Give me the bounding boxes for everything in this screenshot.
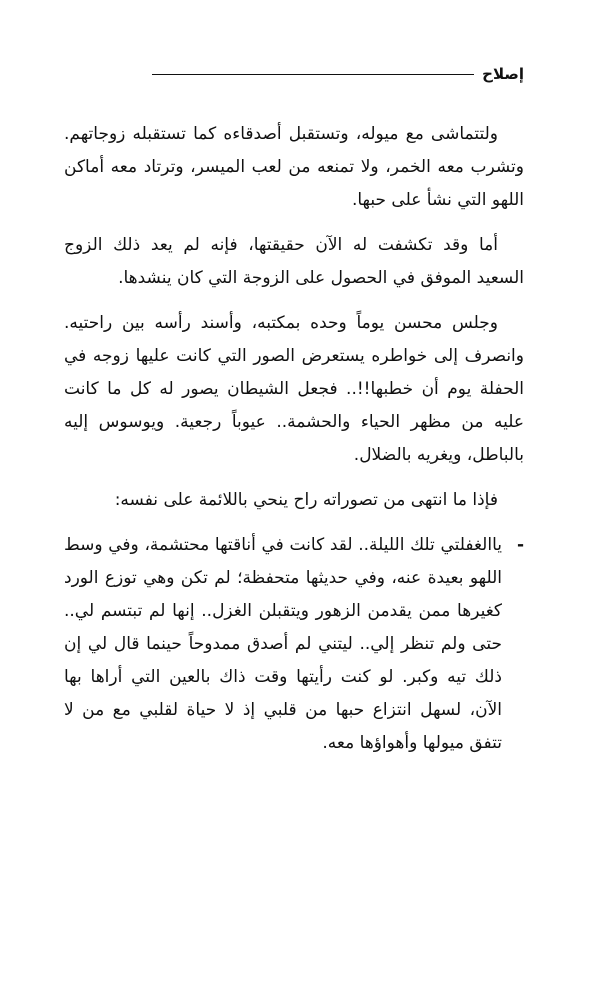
paragraph: ولتتماشى مع ميوله، وتستقبل أصدقاءه كما تستقبله زوجاتهم. وتشرب معه الخمر، ولا تمنعه من لعب الميسر، وترتاد معه أماكن اللهو التي نشأ على حبها. bbox=[64, 124, 524, 210]
header-rule bbox=[152, 74, 474, 75]
dialogue-paragraph bbox=[64, 529, 524, 760]
body-text bbox=[64, 118, 524, 772]
header-title: إصلاح bbox=[482, 65, 524, 83]
paragraph: فإذا ما انتهى من تصوراته راح ينحي باللائمة على نفسه: bbox=[114, 490, 498, 510]
paragraph: أما وقد تكشفت له الآن حقيقتها، فإنه لم يعد ذلك الزوج السعيد الموفق في الحصول على الزوجة التي كان ينشدها. bbox=[64, 235, 524, 288]
dialogue-dash: - bbox=[516, 535, 524, 555]
running-header bbox=[152, 60, 524, 88]
dialogue-text: ياالغفلتي تلك الليلة.. لقد كانت في أناقتها محتشمة، وفي وسط اللهو بعيدة عنه، وفي حديثها متحفظة؛ لم تكن وهي توزع الورد كغيرها ممن يقدمن الزهور ويتقبلن الغزل.. إنها لم تبتسم لي.. حتى ولم تنظر إلي.. ليتني لم أصدق ممدوحاً حينما قال لي إن ذلك تيه وكبر. لو كنت رأيتها وقت ذاك بالعين التي أراها بها الآن، لسهل انتزاع حبها من قلبي إذ لا حياة لقلبي مع من لا تتفق ميولها وأهواؤها معه. bbox=[64, 535, 502, 753]
paragraph: وجلس محسن يوماً وحده بمكتبه، وأسند رأسه بين راحتيه. وانصرف إلى خواطره يستعرض الصور التي كانت عليها زوجه في الحفلة يوم أن خطبها!!.. فجعل الشيطان يصور له كل ما كانت عليه من مظهر الحياء والحشمة.. عيوباً رجعية. ويوسوس إليه بالباطل، ويغريه بالضلال. bbox=[64, 313, 524, 465]
